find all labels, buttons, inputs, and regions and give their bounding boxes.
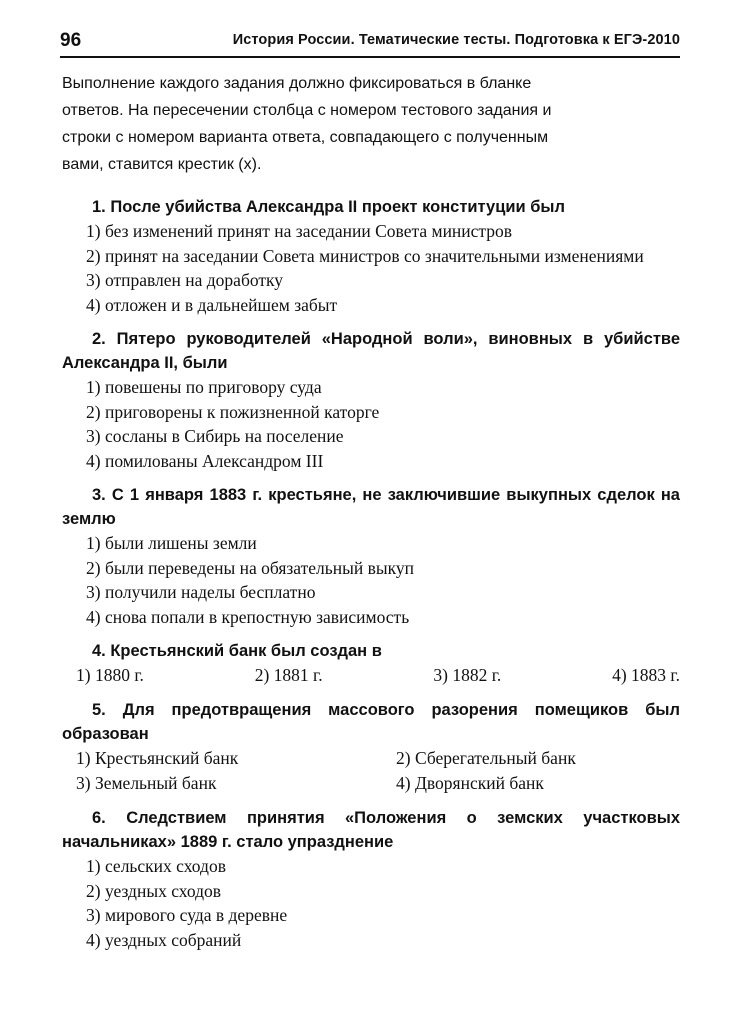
question-6 bbox=[62, 806, 680, 952]
page-header bbox=[60, 30, 680, 58]
answer-option: 3) отправлен на доработку bbox=[86, 270, 284, 290]
page-number: 96 bbox=[60, 30, 82, 51]
question-title: 2. Пятеро руководителей «Народной воли», виновных в убийстве Александра II, были bbox=[62, 330, 680, 372]
question-2 bbox=[62, 327, 680, 473]
intro-line: вами, ставится крестик (х). bbox=[62, 156, 262, 173]
answer-option: 1) повешены по приговору суда bbox=[86, 377, 322, 397]
running-title: История России. Тематические тесты. Подготовка к ЕГЭ-2010 bbox=[232, 32, 680, 48]
answer-option: 3) 1882 г. bbox=[433, 665, 502, 685]
question-4 bbox=[62, 639, 680, 688]
question-title: 5. Для предотвращения массового разорения помещиков был образован bbox=[62, 701, 680, 743]
answer-option: 1) 1880 г. bbox=[76, 665, 144, 685]
question-list bbox=[62, 195, 680, 956]
intro-paragraph bbox=[62, 70, 682, 178]
question-1 bbox=[62, 195, 680, 317]
answer-option: 3) мирового суда в деревне bbox=[86, 905, 288, 925]
answer-option: 3) сосланы в Сибирь на поселение bbox=[86, 426, 344, 446]
intro-line: ответов. На пересечении столбца с номером тестового задания и bbox=[62, 102, 552, 119]
question-title: 3. С 1 января 1883 г. крестьяне, не заключившие выкупных сделок на землю bbox=[62, 486, 680, 528]
answer-option: 3) получили наделы бесплатно bbox=[86, 582, 316, 602]
answer-option: 1) без изменений принят на заседании Совета министров bbox=[86, 221, 513, 241]
answer-option: 4) помилованы Александром III bbox=[86, 450, 324, 471]
question-title: 6. Следствием принятия «Положения о земских участковых начальниках» 1889 г. стало упразднение bbox=[62, 809, 680, 851]
answer-option: 1) Крестьянский банк bbox=[76, 748, 239, 768]
answer-option: 2) принят на заседании Совета министров со значительными изменениями bbox=[86, 245, 644, 266]
question-title: 1. После убийства Александра II проект конституции был bbox=[92, 198, 566, 216]
question-5 bbox=[62, 698, 680, 796]
answer-option: 4) отложен и в дальнейшем забыт bbox=[86, 294, 338, 315]
answer-option: 1) были лишены земли bbox=[86, 533, 257, 553]
question-title: 4. Крестьянский банк был создан в bbox=[92, 642, 382, 660]
answer-option: 4) 1883 г. bbox=[612, 665, 680, 685]
answer-option: 4) Дворянский банк bbox=[396, 773, 544, 793]
intro-line: Выполнение каждого задания должно фиксироваться в бланке bbox=[62, 75, 532, 92]
intro-line: строки с номером варианта ответа, совпадающего с полученным bbox=[62, 129, 549, 146]
answer-option: 2) 1881 г. bbox=[254, 665, 323, 685]
answer-option: 2) Сберегательный банк bbox=[396, 748, 576, 768]
answer-option: 3) Земельный банк bbox=[76, 773, 217, 793]
answer-option: 2) уездных сходов bbox=[86, 880, 221, 901]
answer-row bbox=[62, 663, 680, 688]
answer-grid bbox=[62, 746, 680, 796]
question-3 bbox=[62, 483, 680, 629]
answer-option: 2) были переведены на обязательный выкуп bbox=[86, 557, 414, 578]
answer-option: 4) уездных собраний bbox=[86, 929, 242, 950]
answer-option: 2) приговорены к пожизненной каторге bbox=[86, 401, 380, 422]
answer-option: 1) сельских сходов bbox=[86, 856, 226, 876]
answer-option: 4) снова попали в крепостную зависимость bbox=[86, 606, 410, 627]
